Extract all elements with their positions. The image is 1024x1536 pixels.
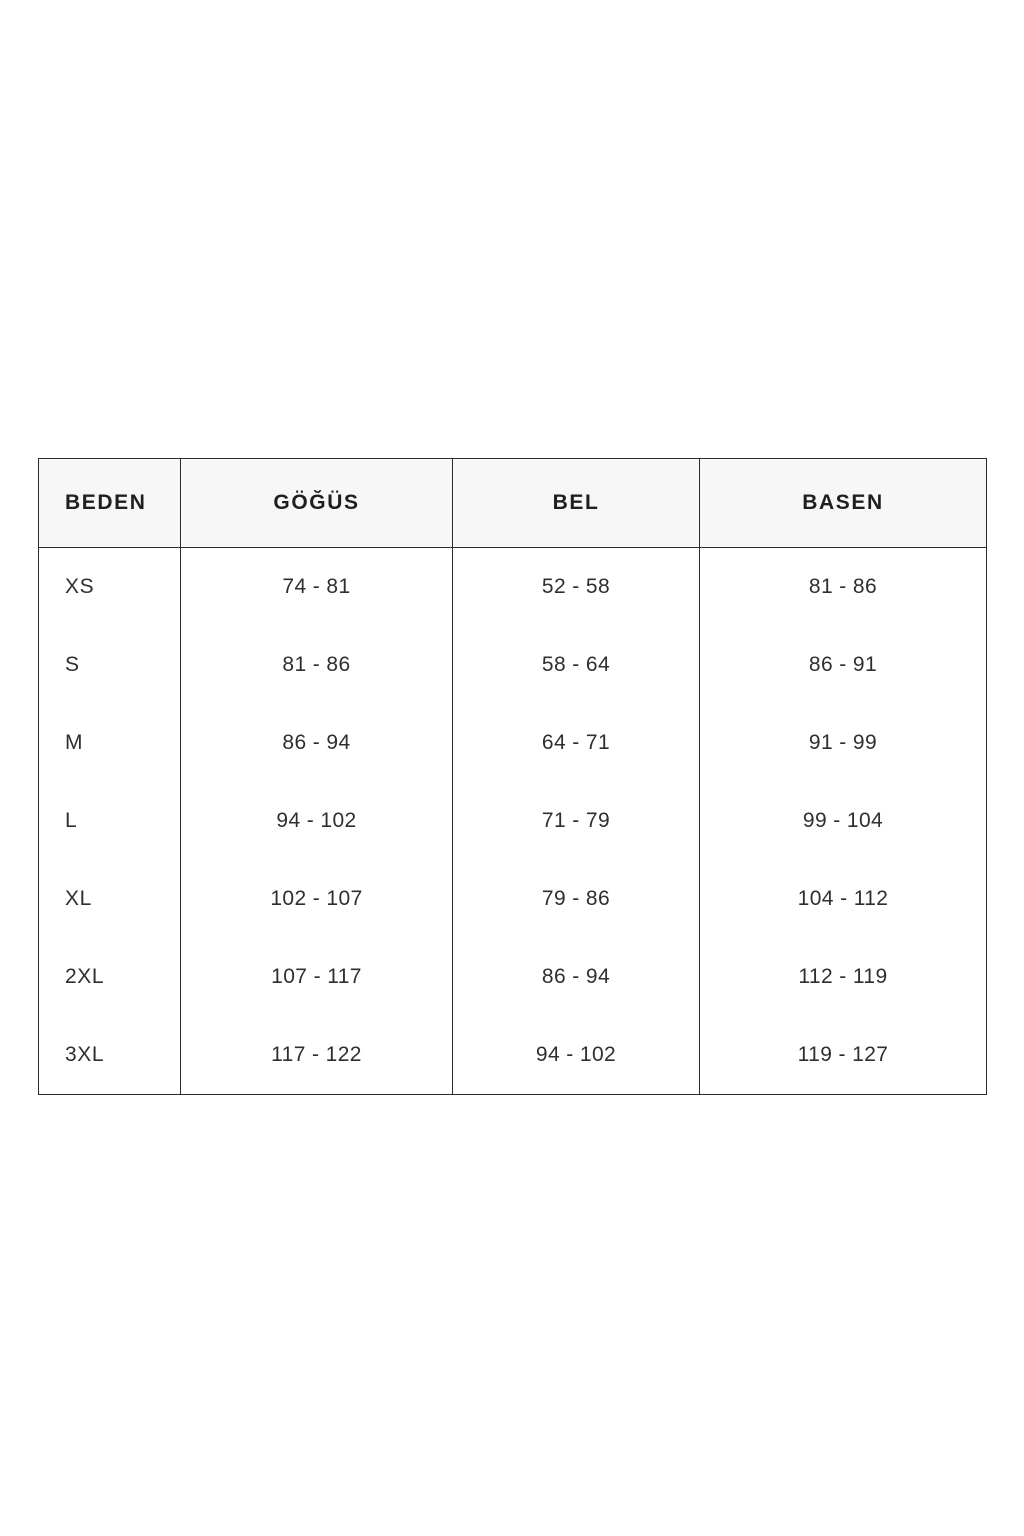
cell-basen: 112 - 119 — [798, 965, 888, 988]
size-chart — [38, 458, 986, 1095]
cell-bel: 58 - 64 — [453, 626, 700, 704]
cell-beden: 3XL — [39, 1016, 181, 1095]
cell-beden: S — [39, 626, 181, 704]
table-row — [39, 938, 987, 1016]
cell-beden: 2XL — [39, 938, 181, 1016]
cell-basen: 86 - 91 — [808, 653, 878, 676]
cell-basen: 104 - 112 — [797, 887, 889, 910]
table-row — [39, 860, 987, 938]
cell-gogus: 117 - 122 — [181, 1016, 453, 1095]
table-row — [39, 548, 987, 627]
table-row — [39, 782, 987, 860]
cell-gogus: 94 - 102 — [181, 782, 453, 860]
cell-gogus: 81 - 86 — [181, 626, 453, 704]
cell-beden: XL — [39, 860, 181, 938]
cell-gogus: 102 - 107 — [181, 860, 453, 938]
cell-gogus: 74 - 81 — [181, 548, 453, 627]
cell-bel: 71 - 79 — [453, 782, 700, 860]
cell-bel: 79 - 86 — [453, 860, 700, 938]
table-body — [39, 548, 987, 1095]
table-row — [39, 704, 987, 782]
table-row — [39, 626, 987, 704]
cell-bel: 64 - 71 — [453, 704, 700, 782]
cell-beden: XS — [39, 548, 181, 627]
cell-basen: 81 - 86 — [808, 575, 878, 598]
column-header-bel: BEL — [453, 459, 700, 548]
cell-basen: 91 - 99 — [808, 731, 878, 754]
column-header-basen: BASEN — [700, 459, 987, 548]
cell-bel: 94 - 102 — [453, 1016, 700, 1095]
column-header-beden: BEDEN — [39, 459, 181, 548]
cell-beden: L — [39, 782, 181, 860]
cell-bel: 52 - 58 — [453, 548, 700, 627]
cell-gogus: 107 - 117 — [181, 938, 453, 1016]
table-header-row — [39, 459, 987, 548]
size-chart-table — [38, 458, 987, 1095]
cell-beden: M — [39, 704, 181, 782]
table-header — [39, 459, 987, 548]
cell-basen: 99 - 104 — [802, 809, 884, 832]
cell-bel: 86 - 94 — [453, 938, 700, 1016]
cell-gogus: 86 - 94 — [181, 704, 453, 782]
cell-basen: 119 - 127 — [797, 1043, 889, 1066]
table-row — [39, 1016, 987, 1095]
column-header-gogus: GÖĞÜS — [181, 459, 453, 548]
